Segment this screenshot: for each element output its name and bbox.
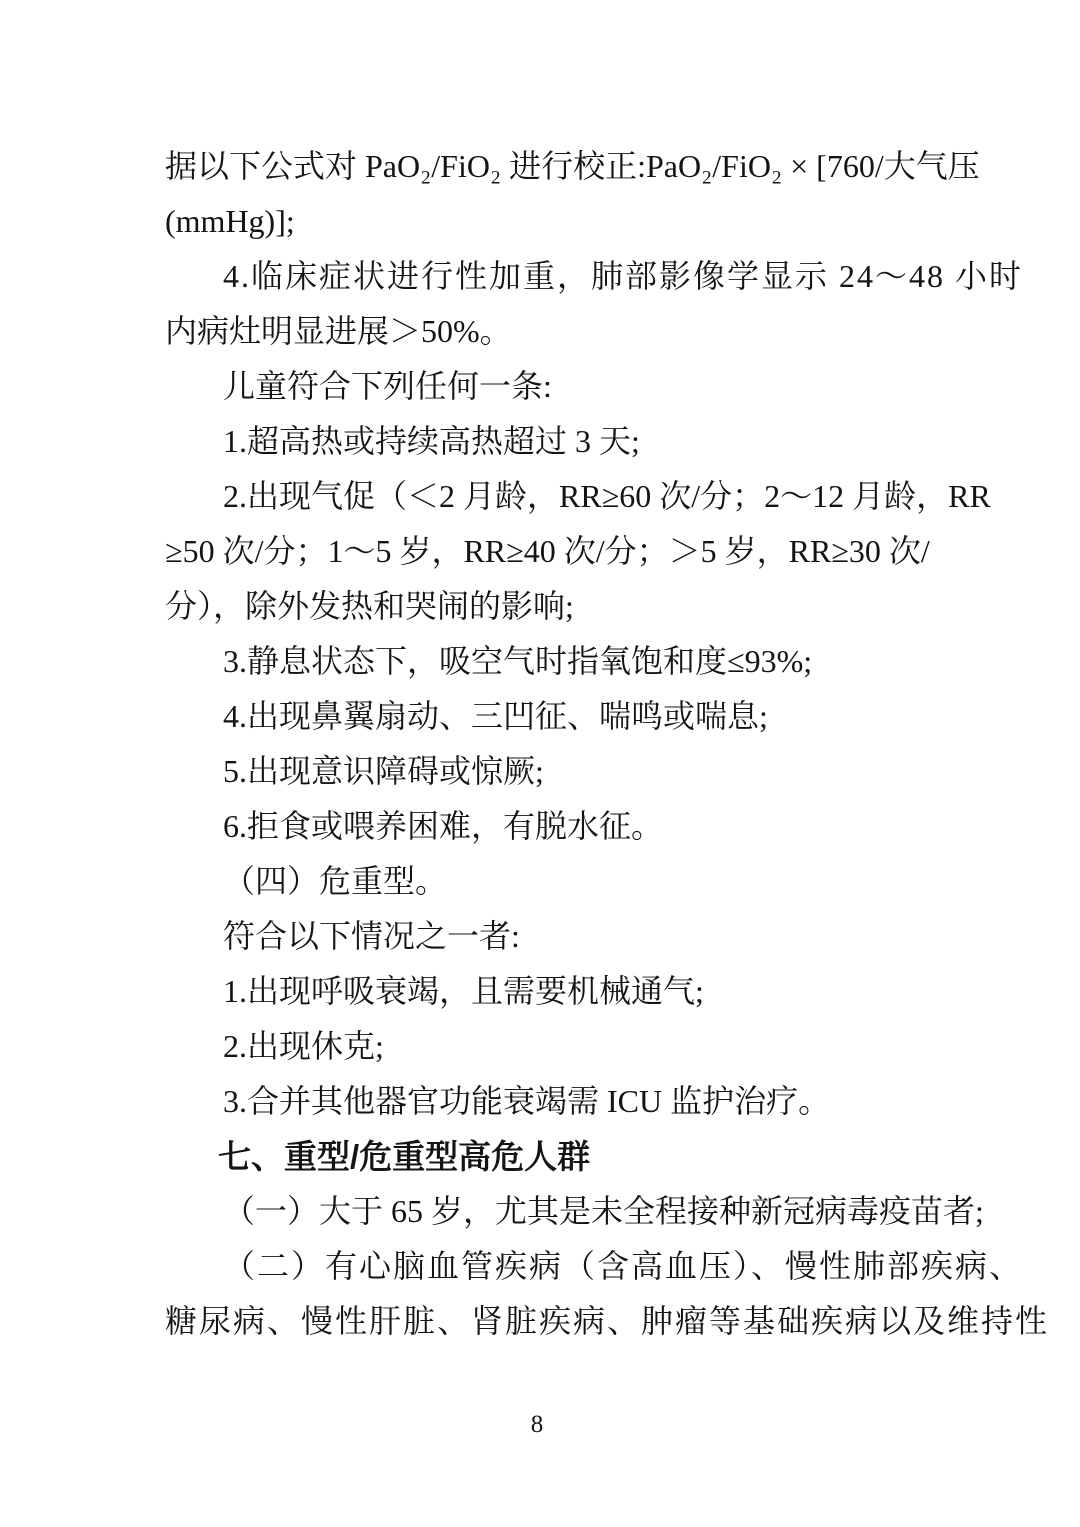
text-line: 4.临床症状进行性加重，肺部影像学显示 24～48 小时 xyxy=(223,258,1024,294)
section-heading: 七、重型/危重型高危人群 xyxy=(218,1138,591,1175)
text-line: 5.出现意识障碍或惊厥; xyxy=(223,753,544,789)
text-line: 2.出现气促（＜2 月龄，RR≥60 次/分；2～12 月龄，RR xyxy=(223,478,991,514)
text-line: 3.静息状态下，吸空气时指氧饱和度≤93%; xyxy=(223,643,813,679)
text-line: (mmHg)]; xyxy=(165,203,295,239)
text-line: 4.出现鼻翼扇动、三凹征、喘鸣或喘息; xyxy=(223,698,768,734)
text-line: （一）大于 65 岁，尤其是未全程接种新冠病毒疫苗者; xyxy=(223,1193,984,1229)
text-line: ≥50 次/分；1～5 岁，RR≥40 次/分；＞5 岁，RR≥30 次/ xyxy=(165,533,930,569)
page-number: 8 xyxy=(530,1411,544,1438)
text-line: 分），除外发热和哭闹的影响; xyxy=(165,588,574,624)
text-line: 据以下公式对 PaO₂/FiO₂ 进行校正:PaO₂/FiO₂ × [760/大气压 xyxy=(165,148,980,184)
text-line: 内病灶明显进展＞50%。 xyxy=(165,313,512,349)
text-line: 1.超高热或持续高热超过 3 天; xyxy=(223,423,640,459)
text-line: （四）危重型。 xyxy=(223,863,448,899)
text-line: （二）有心脑血管疾病（含高血压）、慢性肺部疾病、 xyxy=(223,1248,1024,1284)
text-line: 儿童符合下列任何一条: xyxy=(223,368,552,404)
text-line: 糖尿病、慢性肝脏、肾脏疾病、肿瘤等基础疾病以及维持性 xyxy=(165,1303,1050,1339)
text-line: 2.出现休克; xyxy=(223,1028,384,1064)
text-line: 符合以下情况之一者: xyxy=(223,918,520,954)
document-text xyxy=(165,139,1050,1349)
text-line: 6.拒食或喂养困难，有脱水征。 xyxy=(223,808,664,844)
text-line: 1.出现呼吸衰竭，且需要机械通气; xyxy=(223,973,704,1009)
text-line: 3.合并其他器官功能衰竭需 ICU 监护治疗。 xyxy=(223,1083,831,1119)
